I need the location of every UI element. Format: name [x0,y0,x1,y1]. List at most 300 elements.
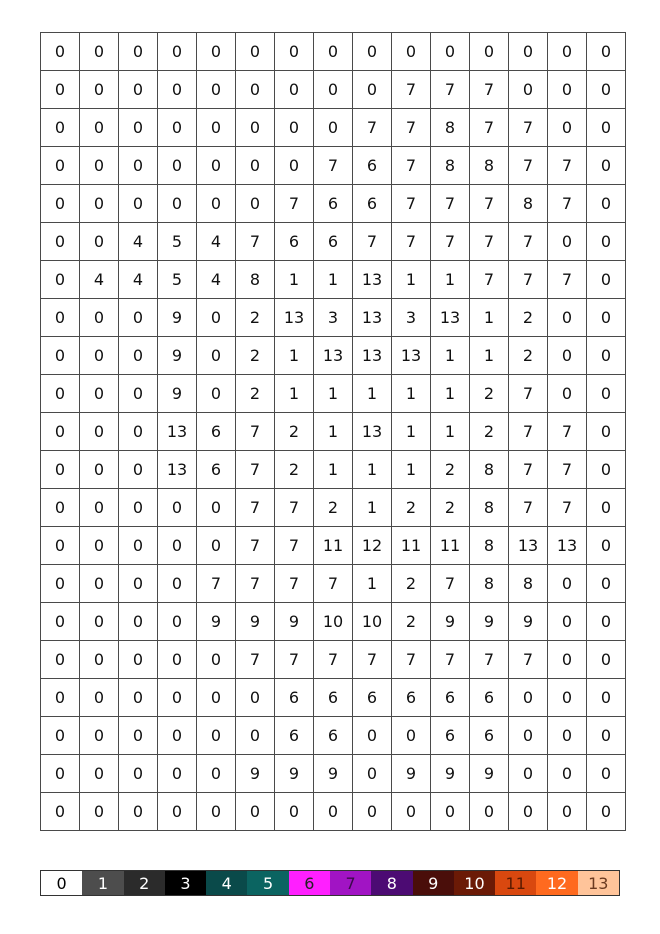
grid-cell[interactable]: 0 [119,71,158,109]
grid-cell[interactable]: 1 [431,413,470,451]
grid-cell[interactable]: 7 [470,641,509,679]
grid-cell[interactable]: 0 [197,375,236,413]
grid-cell[interactable]: 2 [275,413,314,451]
grid-cell[interactable]: 0 [548,109,587,147]
grid-cell[interactable]: 9 [509,603,548,641]
grid-cell[interactable]: 9 [158,375,197,413]
color-swatch-0[interactable]: 0 [41,871,82,895]
grid-cell[interactable]: 0 [548,33,587,71]
grid-cell[interactable]: 0 [158,641,197,679]
grid-cell[interactable]: 1 [431,261,470,299]
grid-cell[interactable]: 0 [119,375,158,413]
grid-cell[interactable]: 3 [314,299,353,337]
grid-cell[interactable]: 0 [587,71,626,109]
grid-cell[interactable]: 13 [158,451,197,489]
grid-cell[interactable]: 7 [470,185,509,223]
grid-cell[interactable]: 0 [41,451,80,489]
grid-cell[interactable]: 6 [275,679,314,717]
color-swatch-5[interactable]: 5 [247,871,288,895]
grid-cell[interactable]: 6 [470,679,509,717]
grid-cell[interactable]: 8 [509,185,548,223]
grid-cell[interactable]: 0 [119,185,158,223]
grid-cell[interactable]: 0 [509,717,548,755]
grid-cell[interactable]: 5 [158,261,197,299]
grid-cell[interactable]: 13 [353,299,392,337]
grid-cell[interactable]: 2 [236,375,275,413]
grid-cell[interactable]: 1 [470,337,509,375]
grid-cell[interactable]: 8 [236,261,275,299]
grid-cell[interactable]: 7 [392,71,431,109]
grid-cell[interactable]: 0 [509,33,548,71]
grid-cell[interactable]: 0 [80,413,119,451]
grid-cell[interactable]: 0 [509,679,548,717]
grid-cell[interactable]: 7 [236,527,275,565]
grid-cell[interactable]: 2 [470,413,509,451]
grid-cell[interactable]: 1 [275,375,314,413]
grid-cell[interactable]: 0 [41,337,80,375]
grid-cell[interactable]: 0 [236,717,275,755]
grid-cell[interactable]: 7 [197,565,236,603]
grid-cell[interactable]: 0 [158,71,197,109]
grid-cell[interactable]: 1 [353,565,392,603]
grid-cell[interactable]: 3 [392,299,431,337]
grid-cell[interactable]: 0 [587,337,626,375]
grid-cell[interactable]: 0 [80,451,119,489]
grid-cell[interactable]: 0 [587,375,626,413]
grid-cell[interactable]: 0 [158,489,197,527]
grid-cell[interactable]: 4 [197,223,236,261]
grid-cell[interactable]: 0 [236,33,275,71]
grid-cell[interactable]: 7 [275,641,314,679]
grid-cell[interactable]: 7 [275,185,314,223]
grid-cell[interactable]: 0 [41,489,80,527]
grid-cell[interactable]: 0 [587,603,626,641]
grid-cell[interactable]: 0 [41,261,80,299]
grid-cell[interactable]: 6 [314,717,353,755]
grid-cell[interactable]: 1 [353,451,392,489]
grid-cell[interactable]: 0 [119,527,158,565]
grid-cell[interactable]: 0 [314,71,353,109]
grid-cell[interactable]: 2 [470,375,509,413]
grid-cell[interactable]: 0 [197,337,236,375]
grid-cell[interactable]: 0 [41,71,80,109]
grid-cell[interactable]: 0 [158,527,197,565]
grid-cell[interactable]: 11 [392,527,431,565]
grid-cell[interactable]: 7 [509,147,548,185]
grid-cell[interactable]: 7 [353,223,392,261]
grid-cell[interactable]: 7 [314,565,353,603]
grid-cell[interactable]: 0 [314,793,353,831]
grid-cell[interactable]: 10 [353,603,392,641]
grid-cell[interactable]: 0 [431,793,470,831]
grid-cell[interactable]: 0 [80,185,119,223]
grid-cell[interactable]: 0 [548,717,587,755]
grid-cell[interactable]: 0 [158,717,197,755]
grid-cell[interactable]: 13 [392,337,431,375]
grid-cell[interactable]: 11 [431,527,470,565]
grid-cell[interactable]: 0 [119,413,158,451]
grid-cell[interactable]: 0 [470,793,509,831]
grid-cell[interactable]: 0 [197,641,236,679]
grid-cell[interactable]: 2 [236,299,275,337]
grid-cell[interactable]: 0 [236,109,275,147]
grid-cell[interactable]: 13 [431,299,470,337]
grid-cell[interactable]: 0 [275,147,314,185]
grid-cell[interactable]: 6 [353,185,392,223]
grid-cell[interactable]: 0 [353,33,392,71]
grid-cell[interactable]: 0 [548,223,587,261]
grid-cell[interactable]: 0 [548,603,587,641]
grid-cell[interactable]: 0 [197,527,236,565]
grid-cell[interactable]: 7 [431,185,470,223]
grid-cell[interactable]: 1 [392,261,431,299]
grid-cell[interactable]: 9 [158,299,197,337]
grid-cell[interactable]: 0 [158,147,197,185]
grid-cell[interactable]: 1 [431,375,470,413]
grid-cell[interactable]: 7 [548,147,587,185]
color-swatch-8[interactable]: 8 [371,871,412,895]
grid-cell[interactable]: 0 [392,33,431,71]
grid-cell[interactable]: 0 [197,185,236,223]
grid-cell[interactable]: 0 [119,679,158,717]
color-swatch-11[interactable]: 11 [495,871,536,895]
grid-cell[interactable]: 0 [80,641,119,679]
grid-cell[interactable]: 0 [158,185,197,223]
grid-cell[interactable]: 0 [119,641,158,679]
grid-cell[interactable]: 0 [80,299,119,337]
grid-cell[interactable]: 9 [314,755,353,793]
grid-cell[interactable]: 9 [236,755,275,793]
grid-cell[interactable]: 8 [509,565,548,603]
grid-cell[interactable]: 13 [314,337,353,375]
grid-cell[interactable]: 8 [470,451,509,489]
grid-cell[interactable]: 9 [275,603,314,641]
grid-cell[interactable]: 6 [275,223,314,261]
grid-cell[interactable]: 7 [509,413,548,451]
grid-cell[interactable]: 6 [275,717,314,755]
color-swatch-12[interactable]: 12 [536,871,577,895]
grid-cell[interactable]: 7 [236,565,275,603]
grid-cell[interactable]: 0 [41,679,80,717]
grid-cell[interactable]: 7 [392,641,431,679]
grid-cell[interactable]: 0 [80,717,119,755]
grid-cell[interactable]: 4 [197,261,236,299]
grid-cell[interactable]: 0 [41,375,80,413]
grid-cell[interactable]: 7 [509,109,548,147]
grid-cell[interactable]: 0 [41,147,80,185]
grid-cell[interactable]: 0 [158,793,197,831]
grid-cell[interactable]: 0 [197,299,236,337]
grid-cell[interactable]: 8 [470,489,509,527]
grid-cell[interactable]: 6 [431,679,470,717]
grid-cell[interactable]: 7 [236,641,275,679]
grid-cell[interactable]: 0 [119,489,158,527]
grid-cell[interactable]: 6 [314,679,353,717]
grid-cell[interactable]: 7 [509,451,548,489]
grid-cell[interactable]: 0 [80,71,119,109]
grid-cell[interactable]: 7 [470,223,509,261]
grid-cell[interactable]: 0 [80,33,119,71]
grid-cell[interactable]: 11 [314,527,353,565]
grid-cell[interactable]: 1 [275,337,314,375]
grid-cell[interactable]: 0 [158,33,197,71]
grid-cell[interactable]: 0 [236,147,275,185]
grid-cell[interactable]: 2 [509,337,548,375]
grid-cell[interactable]: 8 [431,109,470,147]
grid-cell[interactable]: 7 [236,489,275,527]
grid-cell[interactable]: 0 [41,527,80,565]
grid-cell[interactable]: 2 [392,603,431,641]
grid-cell[interactable]: 0 [41,641,80,679]
grid-cell[interactable]: 0 [197,717,236,755]
grid-cell[interactable]: 0 [314,109,353,147]
grid-cell[interactable]: 9 [431,755,470,793]
color-swatch-1[interactable]: 1 [82,871,123,895]
grid-cell[interactable]: 0 [80,679,119,717]
grid-cell[interactable]: 8 [470,147,509,185]
grid-cell[interactable]: 0 [80,109,119,147]
grid-cell[interactable]: 0 [119,755,158,793]
grid-cell[interactable]: 0 [41,565,80,603]
grid-cell[interactable]: 4 [80,261,119,299]
grid-cell[interactable]: 1 [275,261,314,299]
grid-cell[interactable]: 0 [119,109,158,147]
grid-cell[interactable]: 0 [314,33,353,71]
grid-cell[interactable]: 0 [236,185,275,223]
grid-cell[interactable]: 0 [80,527,119,565]
grid-cell[interactable]: 0 [587,641,626,679]
grid-cell[interactable]: 13 [158,413,197,451]
grid-cell[interactable]: 1 [314,261,353,299]
grid-cell[interactable]: 2 [392,565,431,603]
grid-cell[interactable]: 0 [548,375,587,413]
grid-cell[interactable]: 0 [587,565,626,603]
grid-cell[interactable]: 6 [353,679,392,717]
grid-cell[interactable]: 0 [41,223,80,261]
grid-cell[interactable]: 7 [548,413,587,451]
grid-cell[interactable]: 0 [587,527,626,565]
grid-cell[interactable]: 1 [314,451,353,489]
grid-cell[interactable]: 2 [431,451,470,489]
grid-cell[interactable]: 10 [314,603,353,641]
grid-cell[interactable]: 0 [353,793,392,831]
grid-cell[interactable]: 0 [392,717,431,755]
grid-cell[interactable]: 0 [587,679,626,717]
grid-cell[interactable]: 0 [392,793,431,831]
grid-cell[interactable]: 0 [548,565,587,603]
grid-cell[interactable]: 7 [548,185,587,223]
grid-cell[interactable]: 0 [587,185,626,223]
grid-cell[interactable]: 6 [314,185,353,223]
grid-cell[interactable]: 7 [470,109,509,147]
grid-cell[interactable]: 13 [509,527,548,565]
grid-cell[interactable]: 0 [275,793,314,831]
grid-cell[interactable]: 2 [275,451,314,489]
grid-cell[interactable]: 2 [314,489,353,527]
grid-cell[interactable]: 7 [431,71,470,109]
grid-cell[interactable]: 13 [353,337,392,375]
grid-cell[interactable]: 0 [509,71,548,109]
grid-cell[interactable]: 0 [119,793,158,831]
grid-cell[interactable]: 1 [392,413,431,451]
grid-cell[interactable]: 0 [119,147,158,185]
grid-cell[interactable]: 6 [431,717,470,755]
grid-cell[interactable]: 7 [392,109,431,147]
grid-cell[interactable]: 0 [587,109,626,147]
grid-cell[interactable]: 7 [548,451,587,489]
grid-cell[interactable]: 0 [587,793,626,831]
grid-cell[interactable]: 0 [587,489,626,527]
grid-cell[interactable]: 0 [509,793,548,831]
grid-cell[interactable]: 0 [236,679,275,717]
grid-cell[interactable]: 7 [509,223,548,261]
color-swatch-2[interactable]: 2 [124,871,165,895]
grid-cell[interactable]: 0 [587,451,626,489]
grid-cell[interactable]: 0 [80,603,119,641]
grid-cell[interactable]: 9 [431,603,470,641]
grid-cell[interactable]: 0 [587,33,626,71]
grid-cell[interactable]: 0 [548,71,587,109]
color-swatch-10[interactable]: 10 [454,871,495,895]
grid-cell[interactable]: 1 [314,413,353,451]
grid-cell[interactable]: 7 [431,641,470,679]
grid-cell[interactable]: 7 [470,71,509,109]
grid-cell[interactable]: 2 [392,489,431,527]
grid-cell[interactable]: 0 [119,603,158,641]
grid-cell[interactable]: 0 [548,755,587,793]
grid-cell[interactable]: 2 [236,337,275,375]
grid-cell[interactable]: 9 [158,337,197,375]
grid-cell[interactable]: 0 [431,33,470,71]
grid-cell[interactable]: 0 [197,147,236,185]
grid-cell[interactable]: 7 [236,451,275,489]
grid-cell[interactable]: 1 [392,451,431,489]
color-swatch-3[interactable]: 3 [165,871,206,895]
grid-cell[interactable]: 0 [548,679,587,717]
grid-cell[interactable]: 0 [548,299,587,337]
grid-cell[interactable]: 13 [548,527,587,565]
grid-cell[interactable]: 13 [353,261,392,299]
grid-cell[interactable]: 0 [41,185,80,223]
grid-cell[interactable]: 7 [431,223,470,261]
grid-cell[interactable]: 0 [80,755,119,793]
grid-cell[interactable]: 7 [548,261,587,299]
grid-cell[interactable]: 1 [392,375,431,413]
grid-cell[interactable]: 0 [41,299,80,337]
grid-cell[interactable]: 0 [80,793,119,831]
grid-cell[interactable]: 7 [275,489,314,527]
grid-cell[interactable]: 0 [353,755,392,793]
grid-cell[interactable]: 9 [470,603,509,641]
grid-cell[interactable]: 1 [353,375,392,413]
grid-cell[interactable]: 0 [587,717,626,755]
grid-cell[interactable]: 0 [197,793,236,831]
grid-cell[interactable]: 9 [470,755,509,793]
color-swatch-7[interactable]: 7 [330,871,371,895]
grid-cell[interactable]: 0 [158,109,197,147]
grid-cell[interactable]: 4 [119,261,158,299]
grid-cell[interactable]: 7 [236,413,275,451]
grid-cell[interactable]: 1 [431,337,470,375]
grid-cell[interactable]: 0 [80,147,119,185]
grid-cell[interactable]: 7 [431,565,470,603]
grid-cell[interactable]: 0 [158,565,197,603]
grid-cell[interactable]: 0 [41,109,80,147]
grid-cell[interactable]: 0 [470,33,509,71]
grid-cell[interactable]: 0 [80,565,119,603]
grid-cell[interactable]: 0 [119,337,158,375]
grid-cell[interactable]: 0 [353,71,392,109]
grid-cell[interactable]: 0 [158,679,197,717]
grid-cell[interactable]: 0 [80,489,119,527]
grid-cell[interactable]: 7 [392,185,431,223]
grid-cell[interactable]: 7 [353,641,392,679]
grid-cell[interactable]: 7 [275,527,314,565]
grid-cell[interactable]: 7 [509,641,548,679]
grid-cell[interactable]: 0 [197,33,236,71]
grid-cell[interactable]: 8 [470,565,509,603]
grid-cell[interactable]: 0 [197,71,236,109]
grid-cell[interactable]: 0 [197,679,236,717]
grid-cell[interactable]: 0 [119,299,158,337]
grid-cell[interactable]: 0 [80,337,119,375]
grid-cell[interactable]: 7 [509,261,548,299]
grid-cell[interactable]: 0 [41,413,80,451]
grid-cell[interactable]: 0 [41,717,80,755]
grid-cell[interactable]: 0 [587,261,626,299]
grid-cell[interactable]: 5 [158,223,197,261]
grid-cell[interactable]: 0 [236,71,275,109]
grid-cell[interactable]: 0 [119,717,158,755]
grid-cell[interactable]: 6 [314,223,353,261]
grid-cell[interactable]: 2 [509,299,548,337]
grid-cell[interactable]: 13 [353,413,392,451]
grid-cell[interactable]: 7 [392,147,431,185]
grid-cell[interactable]: 9 [197,603,236,641]
grid-cell[interactable]: 0 [119,33,158,71]
grid-cell[interactable]: 7 [548,489,587,527]
grid-cell[interactable]: 0 [275,71,314,109]
grid-cell[interactable]: 7 [236,223,275,261]
grid-cell[interactable]: 0 [41,603,80,641]
grid-cell[interactable]: 0 [197,489,236,527]
color-swatch-13[interactable]: 13 [578,871,619,895]
grid-cell[interactable]: 0 [41,793,80,831]
grid-cell[interactable]: 7 [353,109,392,147]
grid-cell[interactable]: 0 [119,451,158,489]
grid-cell[interactable]: 7 [275,565,314,603]
grid-cell[interactable]: 0 [275,109,314,147]
grid-cell[interactable]: 0 [197,109,236,147]
grid-cell[interactable]: 0 [548,793,587,831]
grid-cell[interactable]: 1 [314,375,353,413]
grid-cell[interactable]: 9 [275,755,314,793]
grid-cell[interactable]: 0 [587,755,626,793]
color-swatch-9[interactable]: 9 [413,871,454,895]
grid-cell[interactable]: 8 [470,527,509,565]
grid-cell[interactable]: 6 [197,451,236,489]
grid-cell[interactable]: 7 [314,641,353,679]
grid-cell[interactable]: 0 [587,223,626,261]
grid-cell[interactable]: 0 [548,641,587,679]
grid-cell[interactable]: 7 [314,147,353,185]
grid-cell[interactable]: 9 [236,603,275,641]
grid-cell[interactable]: 0 [509,755,548,793]
grid-cell[interactable]: 8 [431,147,470,185]
grid-cell[interactable]: 6 [197,413,236,451]
grid-cell[interactable]: 6 [353,147,392,185]
grid-cell[interactable]: 6 [392,679,431,717]
